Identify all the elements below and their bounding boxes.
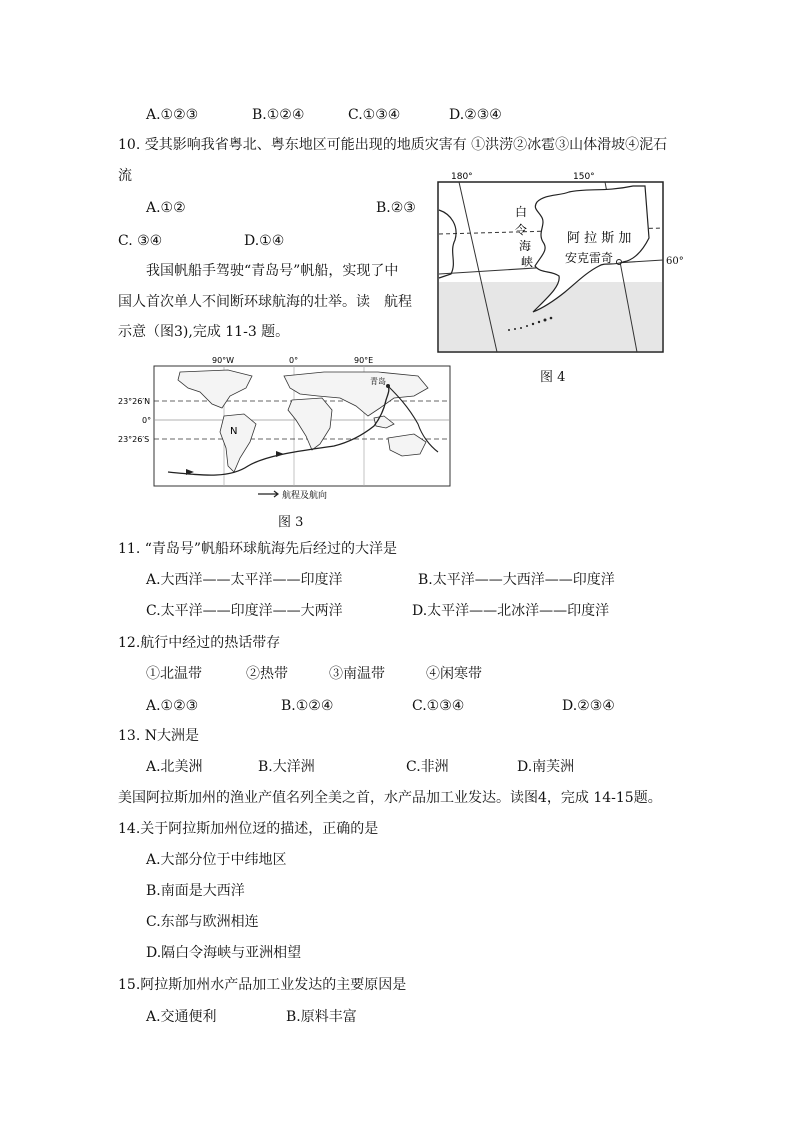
map3-lon-label-90e: 90°E xyxy=(354,356,374,365)
map3-legend-label: 航程及航向 xyxy=(282,491,328,501)
map3-legend-arrow xyxy=(258,491,278,497)
figure4-svg xyxy=(437,170,665,356)
map4-lon-label-150: 150° xyxy=(573,172,595,182)
map4-lon-label-180: 180° xyxy=(451,172,473,182)
q13-option-b: B.大洋洲 xyxy=(258,759,315,775)
map4-strait-char-4: 峡 xyxy=(521,255,534,269)
q12-option-b: B.①②④ xyxy=(281,698,334,714)
figure4-alaska-map xyxy=(437,170,665,356)
q14-option-b: B.南面是大西洋 xyxy=(146,883,245,899)
q9-option-b: B.①②④ xyxy=(252,107,305,123)
q10-stem: 10. 受其影响我省粤北、粤东地区可能出现的地质灾害有 ①洪涝②冰雹③山体滑坡④泥石 xyxy=(118,137,668,153)
q10-option-c: C. ③④ xyxy=(118,233,163,249)
map3-lat-label-s: 23°26′S xyxy=(118,435,150,444)
figure3-world-map xyxy=(118,354,452,506)
map4-strait-char-1: 白 xyxy=(515,205,528,219)
q11-stem: 11. “青岛号”帆船环球航海先后经过的大洋是 xyxy=(118,541,398,557)
q13-option-c: C.非洲 xyxy=(406,759,449,775)
q15-stem: 15.阿拉斯加州水产品加工业发达的主要原因是 xyxy=(118,977,407,993)
q15-option-a: A.交通便利 xyxy=(146,1009,217,1025)
q12-zone-3: ③南温带 xyxy=(329,666,385,682)
q9-option-a: A.①②③ xyxy=(146,107,199,123)
q11-option-c: C.太平洋——印度洋——大两洋 xyxy=(146,603,343,619)
q11-option-b: B.太平洋——大西洋——印度洋 xyxy=(418,572,615,588)
q9-option-d: D.②③④ xyxy=(449,107,502,123)
q12-zone-1: ①北温带 xyxy=(146,666,202,682)
q14-option-a: A.大部分位于中纬地区 xyxy=(146,852,287,868)
map3-lat-label-n: 23°26′N xyxy=(118,397,151,406)
q12-option-c: C.①③④ xyxy=(412,698,465,714)
q13-option-a: A.北美洲 xyxy=(146,759,203,775)
map4-sea-shading xyxy=(439,282,662,351)
q14-option-c: C.东部与欧洲相连 xyxy=(146,914,259,930)
intro-qingdao-line1: 我国帆船手驾驶“青岛号”帆船，实现了中 xyxy=(146,263,399,279)
map3-lon-label-0: 0° xyxy=(289,356,299,365)
map3-lat-label-0: 0° xyxy=(142,416,152,425)
map3-qingdao-marker xyxy=(386,384,390,388)
map4-alaska-label: 阿 拉 斯 加 xyxy=(567,231,632,246)
q12-option-a: A.①②③ xyxy=(146,698,199,714)
map4-lat-60-outside: 60° xyxy=(666,256,684,267)
q10-option-b: B.②③ xyxy=(376,200,416,216)
figure4-caption: 图 4 xyxy=(540,370,566,385)
q10-option-d: D.①④ xyxy=(244,233,285,249)
figure3-caption: 图 3 xyxy=(278,515,304,530)
q11-option-d: D.太平洋——北冰洋——印度洋 xyxy=(412,603,610,619)
q13-option-d: D.南芙洲 xyxy=(517,759,575,775)
q12-option-d: D.②③④ xyxy=(562,698,615,714)
q9-option-c: C.①③④ xyxy=(348,107,401,123)
q14-option-d: D.隔白令海峡与亚洲相望 xyxy=(146,945,302,961)
q10-stem-cont: 流 xyxy=(118,168,132,184)
map4-anchorage-label: 安克雷奇 xyxy=(565,251,614,265)
q10-option-a: A.①② xyxy=(146,200,186,216)
q12-stem: 12.航行中经过的热话带存 xyxy=(118,635,281,651)
intro-qingdao-line3: 示意（图3),完成 11-3 题。 xyxy=(118,324,290,340)
q15-option-b: B.原料丰富 xyxy=(286,1009,357,1025)
intro-qingdao-line2: 国人首次单人不间断环球航海的壮举。读 航程 xyxy=(118,294,412,310)
q13-stem: 13. N大洲是 xyxy=(118,728,199,744)
figure3-svg xyxy=(118,354,452,506)
map3-n-label: N xyxy=(230,426,238,437)
q12-zone-4: ④闲寒带 xyxy=(426,666,482,682)
q14-stem: 14.关于阿拉斯加州位迓的描述，正确的是 xyxy=(118,821,379,837)
map4-strait-char-3: 海 xyxy=(519,239,532,253)
intro-alaska: 美国阿拉斯加州的渔业产值名列全美之首，水产品加工业发达。读图4，完成 14-15题。 xyxy=(118,790,662,806)
q12-zone-2: ②热带 xyxy=(246,666,288,682)
map3-qingdao-label: 青岛 xyxy=(370,377,386,386)
map4-strait-char-2: 令 xyxy=(515,223,528,237)
q11-option-a: A.大西洋——太平洋——印度洋 xyxy=(146,572,343,588)
map3-lon-label-90w: 90°W xyxy=(212,356,235,365)
